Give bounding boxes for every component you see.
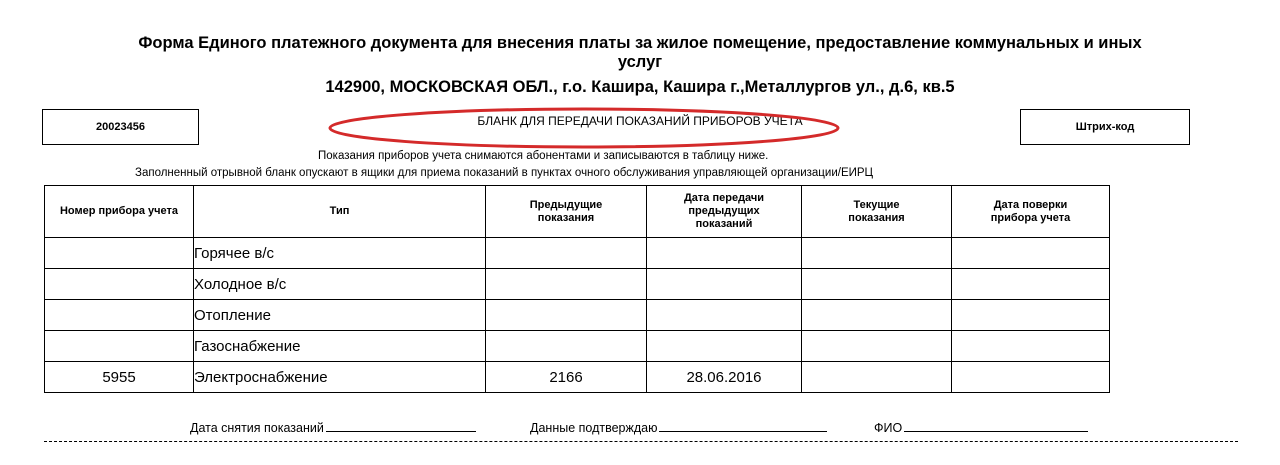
previous-cell[interactable] (486, 238, 647, 269)
header-previous-date-text: Дата передачи предыдущих показаний (683, 192, 765, 230)
header-current-readings (802, 186, 952, 238)
previous-date-cell[interactable] (647, 300, 802, 331)
table-row-heating (45, 300, 1110, 331)
address-line: 142900, МОСКОВСКАЯ ОБЛ., г.о. Кашира, Кашира г.,Металлургов ул., д.6, кв.5 (325, 78, 955, 96)
type-cell: Отопление (194, 300, 486, 331)
form-title: БЛАНК ДЛЯ ПЕРЕДАЧИ ПОКАЗАНИЙ ПРИБОРОВ УЧЕТА (477, 114, 803, 128)
current-cell[interactable] (802, 269, 952, 300)
verification-date-cell[interactable] (952, 300, 1110, 331)
instruction-note-2: Заполненный отрывной бланк опускают в ящики для приема показаний в пунктах очного обслуживания управляющей организации/ЕИРЦ (135, 167, 874, 179)
previous-date-cell[interactable] (647, 331, 802, 362)
previous-cell[interactable] (486, 269, 647, 300)
name-label: ФИО (874, 421, 903, 435)
type-cell: Газоснабжение (194, 331, 486, 362)
verification-date-cell[interactable] (952, 238, 1110, 269)
previous-cell[interactable] (486, 331, 647, 362)
meter-readings-table (44, 185, 1110, 393)
account-number-box: 20023456 (42, 109, 199, 145)
header-verification-date-text: Дата поверки прибора учета (990, 198, 1071, 224)
table-row-cold-water (45, 269, 1110, 300)
barcode-box: Штрих-код (1020, 109, 1190, 145)
reading-date-line[interactable] (326, 421, 476, 432)
previous-date-cell[interactable] (647, 238, 802, 269)
meter-number-cell[interactable] (45, 238, 194, 269)
reading-date-label: Дата снятия показаний (190, 421, 324, 435)
current-cell[interactable] (802, 300, 952, 331)
table-row-gas (45, 331, 1110, 362)
verification-date-cell[interactable] (952, 331, 1110, 362)
type-cell: Электроснабжение (194, 362, 486, 393)
confirm-signature-line[interactable] (659, 421, 827, 432)
current-cell[interactable] (802, 362, 952, 393)
type-cell: Холодное в/с (194, 269, 486, 300)
previous-cell[interactable] (486, 300, 647, 331)
reading-date-field[interactable] (190, 421, 476, 435)
header-previous-readings-text: Предыдущие показания (529, 198, 603, 224)
table-row-hot-water (45, 238, 1110, 269)
table-header-row (45, 186, 1110, 238)
table-row-electricity (45, 362, 1110, 393)
verification-date-cell[interactable] (952, 362, 1110, 393)
header-meter-number: Номер прибора учета (45, 186, 194, 238)
confirm-label: Данные подтверждаю (530, 421, 658, 435)
meter-number-cell[interactable]: 5955 (45, 362, 194, 393)
previous-cell[interactable]: 2166 (486, 362, 647, 393)
highlight-ellipse (326, 106, 846, 150)
previous-date-cell[interactable]: 28.06.2016 (647, 362, 802, 393)
type-cell: Горячее в/с (194, 238, 486, 269)
meter-number-cell[interactable] (45, 300, 194, 331)
previous-date-cell[interactable] (647, 269, 802, 300)
meter-number-cell[interactable] (45, 269, 194, 300)
header-current-readings-text: Текущие показания (848, 198, 905, 224)
header-previous-readings (486, 186, 647, 238)
instruction-note-1: Показания приборов учета снимаются абонентами и записываются в таблицу ниже. (318, 150, 769, 162)
header-type: Тип (194, 186, 486, 238)
document-title-line1: Форма Единого платежного документа для внесения платы за жилое помещение, предоставление коммунальных и иных (138, 34, 1142, 52)
confirm-field[interactable] (530, 421, 827, 435)
current-cell[interactable] (802, 238, 952, 269)
name-field[interactable] (874, 421, 1088, 435)
document-title-line2: услуг (617, 53, 663, 71)
current-cell[interactable] (802, 331, 952, 362)
name-line[interactable] (904, 421, 1088, 432)
meter-number-cell[interactable] (45, 331, 194, 362)
tear-off-divider (44, 441, 1238, 442)
header-verification-date (952, 186, 1110, 238)
verification-date-cell[interactable] (952, 269, 1110, 300)
header-previous-date (647, 186, 802, 238)
